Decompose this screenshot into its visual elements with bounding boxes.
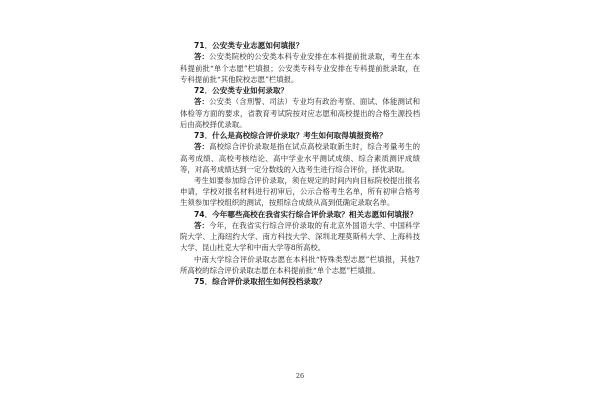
answer-label: 答： xyxy=(194,221,210,231)
answer-71-text: 公安类院校的公安类本科专业安排在本科提前批录取，考生在本科提前批“单个志愿”栏填报；公安类专科专业安排在专科提前批录取，在专科提前批“其他院校志愿”栏填报。 xyxy=(180,52,420,84)
question-75: 75．综合评价录取招生如何投档录取？ xyxy=(194,277,327,287)
answer-72 xyxy=(180,96,420,130)
answer-label: 答： xyxy=(194,52,210,62)
answer-74-paragraph-2: 中南大学综合评价录取志愿在本科批“特殊类型志愿”栏填报，其他7所高校的综合评价录取志愿在本科提前批“单个志愿”栏填报。 xyxy=(180,254,420,275)
answer-73-paragraph-2: 考生如要参加综合评价录取，须在规定的时间内向目标院校提出报名申请，学校对报名材料进行初审后，公示合格考生名单，所有初审合格考生须参加学校组织的测试，按照综合成绩从高到低确定录取名单。 xyxy=(180,176,420,208)
question-73: 73．什么是高校综合评价录取？考生如何取得填报资格？ xyxy=(194,131,387,141)
answer-72-text: 公安类（含刑警、司法）专业均有政治考察、面试、体能测试和体检等方面的要求，省教育考试院按对应志愿和高校提出的合格生源投档后由高校择优录取。 xyxy=(180,97,420,129)
answer-label: 答： xyxy=(194,142,210,152)
answer-74 xyxy=(180,220,420,254)
page-number: 26 xyxy=(295,372,305,380)
answer-73 xyxy=(180,141,420,175)
question-72: 72．公安类专业如何录取？ xyxy=(194,86,289,96)
answer-73-text: 高校综合评价录取是指在试点高校录取新生时，综合考量考生的高考成绩、高校考核结论、高中学业水平测试成绩、综合素质测评成绩等，对高考成绩达到一定分数线的入选考生进行综合评价，择优录取。 xyxy=(180,142,420,174)
answer-74-text: 今年，在我省实行综合评价录取的有北京外国语大学、中国科学院大学、上海纽约大学、南方科技大学、深圳北理莫斯科大学、上海科技大学、昆山杜克大学和中南大学等8所高校。 xyxy=(180,221,420,253)
page-content xyxy=(180,40,420,287)
answer-label: 答： xyxy=(194,97,210,107)
answer-71 xyxy=(180,51,420,85)
question-74: 74．今年哪些高校在我省实行综合评价录取？相关志愿如何填报？ xyxy=(194,209,418,219)
question-71: 71．公安类专业志愿如何填报？ xyxy=(194,41,304,50)
